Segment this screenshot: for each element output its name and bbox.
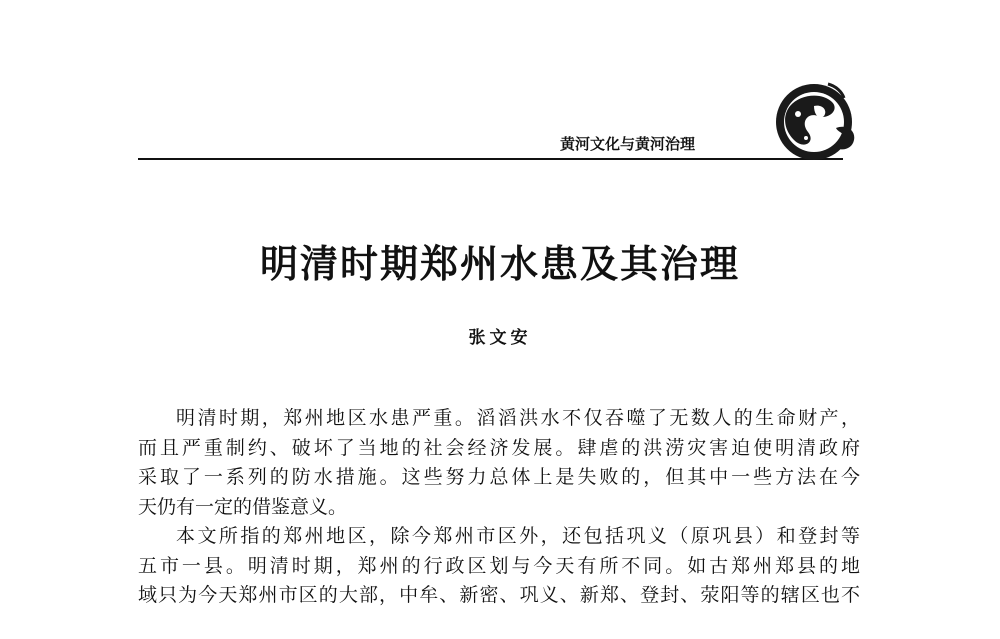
text-line: 明清时期，郑州地区水患严重。滔滔洪水不仅吞噬了无数人的生命财产， [176,407,860,429]
text-line: 天仍有一定的借鉴意义。 [138,495,348,518]
paragraph [138,404,860,522]
text-line: 域只为今天郑州市区的大部，中牟、新密、巩义、新郑、登封、荥阳等的辖区也不 [138,584,860,606]
text-line: 采取了一系列的防水措施。这些努力总体上是失败的，但其中一些方法在今 [138,466,860,488]
text-line: 五市一县。明清时期，郑州的行政区划与今天有所不同。如古郑州郑县的地 [138,554,860,577]
journal-section-title: 黄河文化与黄河治理 [560,135,696,153]
article-body [138,404,860,611]
article-title: 明清时期郑州水患及其治理 [259,241,740,286]
header-rule [138,158,843,160]
paragraph [138,522,860,611]
yellow-river-emblem-icon [770,76,862,168]
article-author: 张文安 [468,328,532,348]
text-line: 而且严重制约、破坏了当地的社会经济发展。肆虐的洪涝灾害迫使明清政府 [138,436,860,459]
text-line: 本文所指的郑州地区，除今郑州市区外，还包括巩义（原巩县）和登封等 [176,525,860,547]
